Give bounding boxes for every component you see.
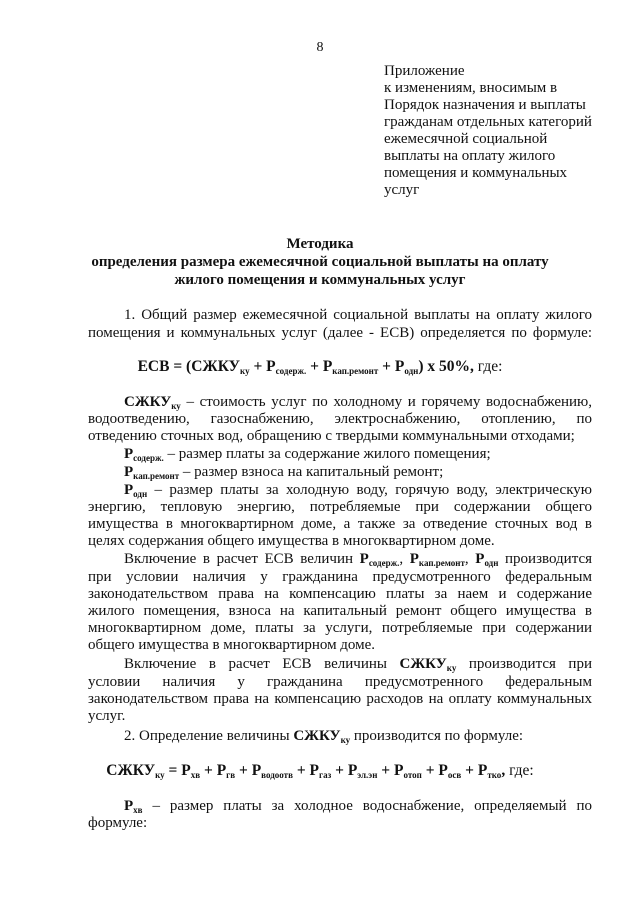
formula-term-subscript: эл.эн <box>357 770 378 780</box>
appendix-line: Порядок назначения и выплаты <box>384 97 586 113</box>
formula-operator: + <box>421 762 439 779</box>
appendix-line: выплаты на оплату жилого <box>384 148 556 164</box>
paragraph-1-line: помещения и коммунальных услуг (далее - ЕСВ) определяется по формуле: <box>88 325 592 341</box>
formula-term-symbol: Р <box>309 762 319 779</box>
definition-soderzh: $Р_{содерж.}$ – размер платы за содержание жилого помещения; <box>124 446 491 463</box>
formula-tail: где: <box>505 762 534 779</box>
definition-szhku: $СЖКУ_{ку}$ – стоимость услуг по холодному и горячему водоснабжению, <box>124 394 592 411</box>
formula-operator: + <box>235 762 252 779</box>
formula-term-subscript: хв <box>190 770 201 780</box>
szhku-formula: $СЖКУ_{ку} = Р_{хв} + Р_{гв} + Р_{водоотв} + Р_{газ} + Р_{эл.эн} + Р_{отоп} + Р_{осв} + Р_{тко}$, где: <box>106 762 534 780</box>
formula-operator: , <box>501 762 506 779</box>
appendix-line: Приложение <box>384 63 465 79</box>
title-line: жилого помещения и коммунальных услуг <box>174 272 466 288</box>
formula-term-subscript: тко <box>487 770 502 780</box>
definition-line: энергию, тепловую энергию, потребляемые при содержании общего <box>88 499 592 515</box>
paragraph-line: жилого помещения, взноса на капитальный ремонт общего имущества в <box>88 603 592 619</box>
definition-kap-remont: $Р_{кап.ремонт}$ – размер взноса на капитальный ремонт; <box>124 464 444 481</box>
appendix-line: ежемесячной социальной <box>384 131 548 147</box>
formula-term-symbol: Р <box>393 762 404 779</box>
definition-line: целях содержания общего имущества в многоквартирном доме. <box>88 533 495 549</box>
formula-term-symbol: Р <box>181 762 191 779</box>
formula-operator: + <box>331 762 348 779</box>
formula-operator: + <box>292 762 310 779</box>
formula-term-subscript: осв <box>447 770 462 780</box>
esv-formula: ЕСВ = $(СЖКУ_{ку} + Р_{содерж.} + Р_{кап.ремонт} + Р_{одн})$ х 50%, где: <box>137 358 503 376</box>
definition-odn: $Р_{одн}$ – размер платы за холодную воду, горячую воду, электрическую <box>124 482 592 499</box>
appendix-line: гражданам отдельных категорий <box>384 114 592 130</box>
inclusion-paragraph-1: Включение в расчет ЕСВ величин $Р_{содерж.}$, $Р_{кап.ремонт}$, $Р_{одн}$ производится <box>124 551 593 568</box>
paragraph-line: многоквартирном доме, платы за услуги, потребляемые при содержании <box>88 620 592 636</box>
paragraph-2: 2. Определение величины $СЖКУ_{ку}$ производится по формуле: <box>124 728 524 745</box>
formula-term-subscript: газ <box>319 770 332 780</box>
definition-xv: $Р_{хв}$ – размер платы за холодное водоснабжение, определяемый по <box>124 798 592 815</box>
paragraph-line: законодательством права на компенсацию платы за наем и содержание <box>88 586 592 602</box>
document-title: Методика <box>286 236 354 252</box>
formula-term-subscript: отоп <box>403 770 422 780</box>
paragraph-line: общего имущества в многоквартирном доме. <box>88 637 376 653</box>
definition-line: отведению сточных вод, обращению с твердыми коммунальными отходами; <box>88 428 575 444</box>
definition-line: имущества в многоквартирном доме, а также за отведение сточных вод в <box>88 516 592 532</box>
page-number: 8 <box>316 40 324 55</box>
definition-line: формуле: <box>88 815 148 831</box>
paragraph-line: при условии наличия у гражданина предусмотренного федеральным <box>88 569 592 585</box>
formula-operator: + <box>200 762 217 779</box>
formula-term-symbol: Р <box>251 762 262 779</box>
definition-line: водоотведению, газоснабжению, электроснабжению, отоплению, по <box>88 411 592 427</box>
formula-term-symbol: Р <box>477 762 488 779</box>
paragraph-1-line: 1. Общий размер ежемесячной социальной выплаты на оплату жилого <box>124 307 592 323</box>
title-line: определения размера ежемесячной социальной выплаты на оплату <box>91 254 549 270</box>
appendix-line: услуг <box>384 182 420 198</box>
appendix-line: к изменениям, вносимым в <box>384 80 558 96</box>
appendix-line: помещения и коммунальных <box>384 165 568 181</box>
formula-term-symbol: Р <box>347 762 358 779</box>
formula-operator: + <box>461 762 478 779</box>
formula-term-symbol: Р <box>216 762 227 779</box>
formula-term-symbol: Р <box>438 762 448 779</box>
paragraph-line: законодательством права на компенсацию расходов на оплату коммунальных <box>88 691 592 707</box>
formula-operator: + <box>377 762 394 779</box>
appendix-note <box>384 63 624 199</box>
inclusion-paragraph-2: Включение в расчет ЕСВ величины $СЖКУ_{ку}$ производится при <box>124 656 592 673</box>
paragraph-line: услуг. <box>88 708 126 724</box>
formula-term-subscript: водоотв <box>261 770 293 780</box>
paragraph-line: условии наличия у гражданина предусмотренного федеральным <box>88 674 592 690</box>
formula-term-subscript: гв <box>226 770 236 780</box>
